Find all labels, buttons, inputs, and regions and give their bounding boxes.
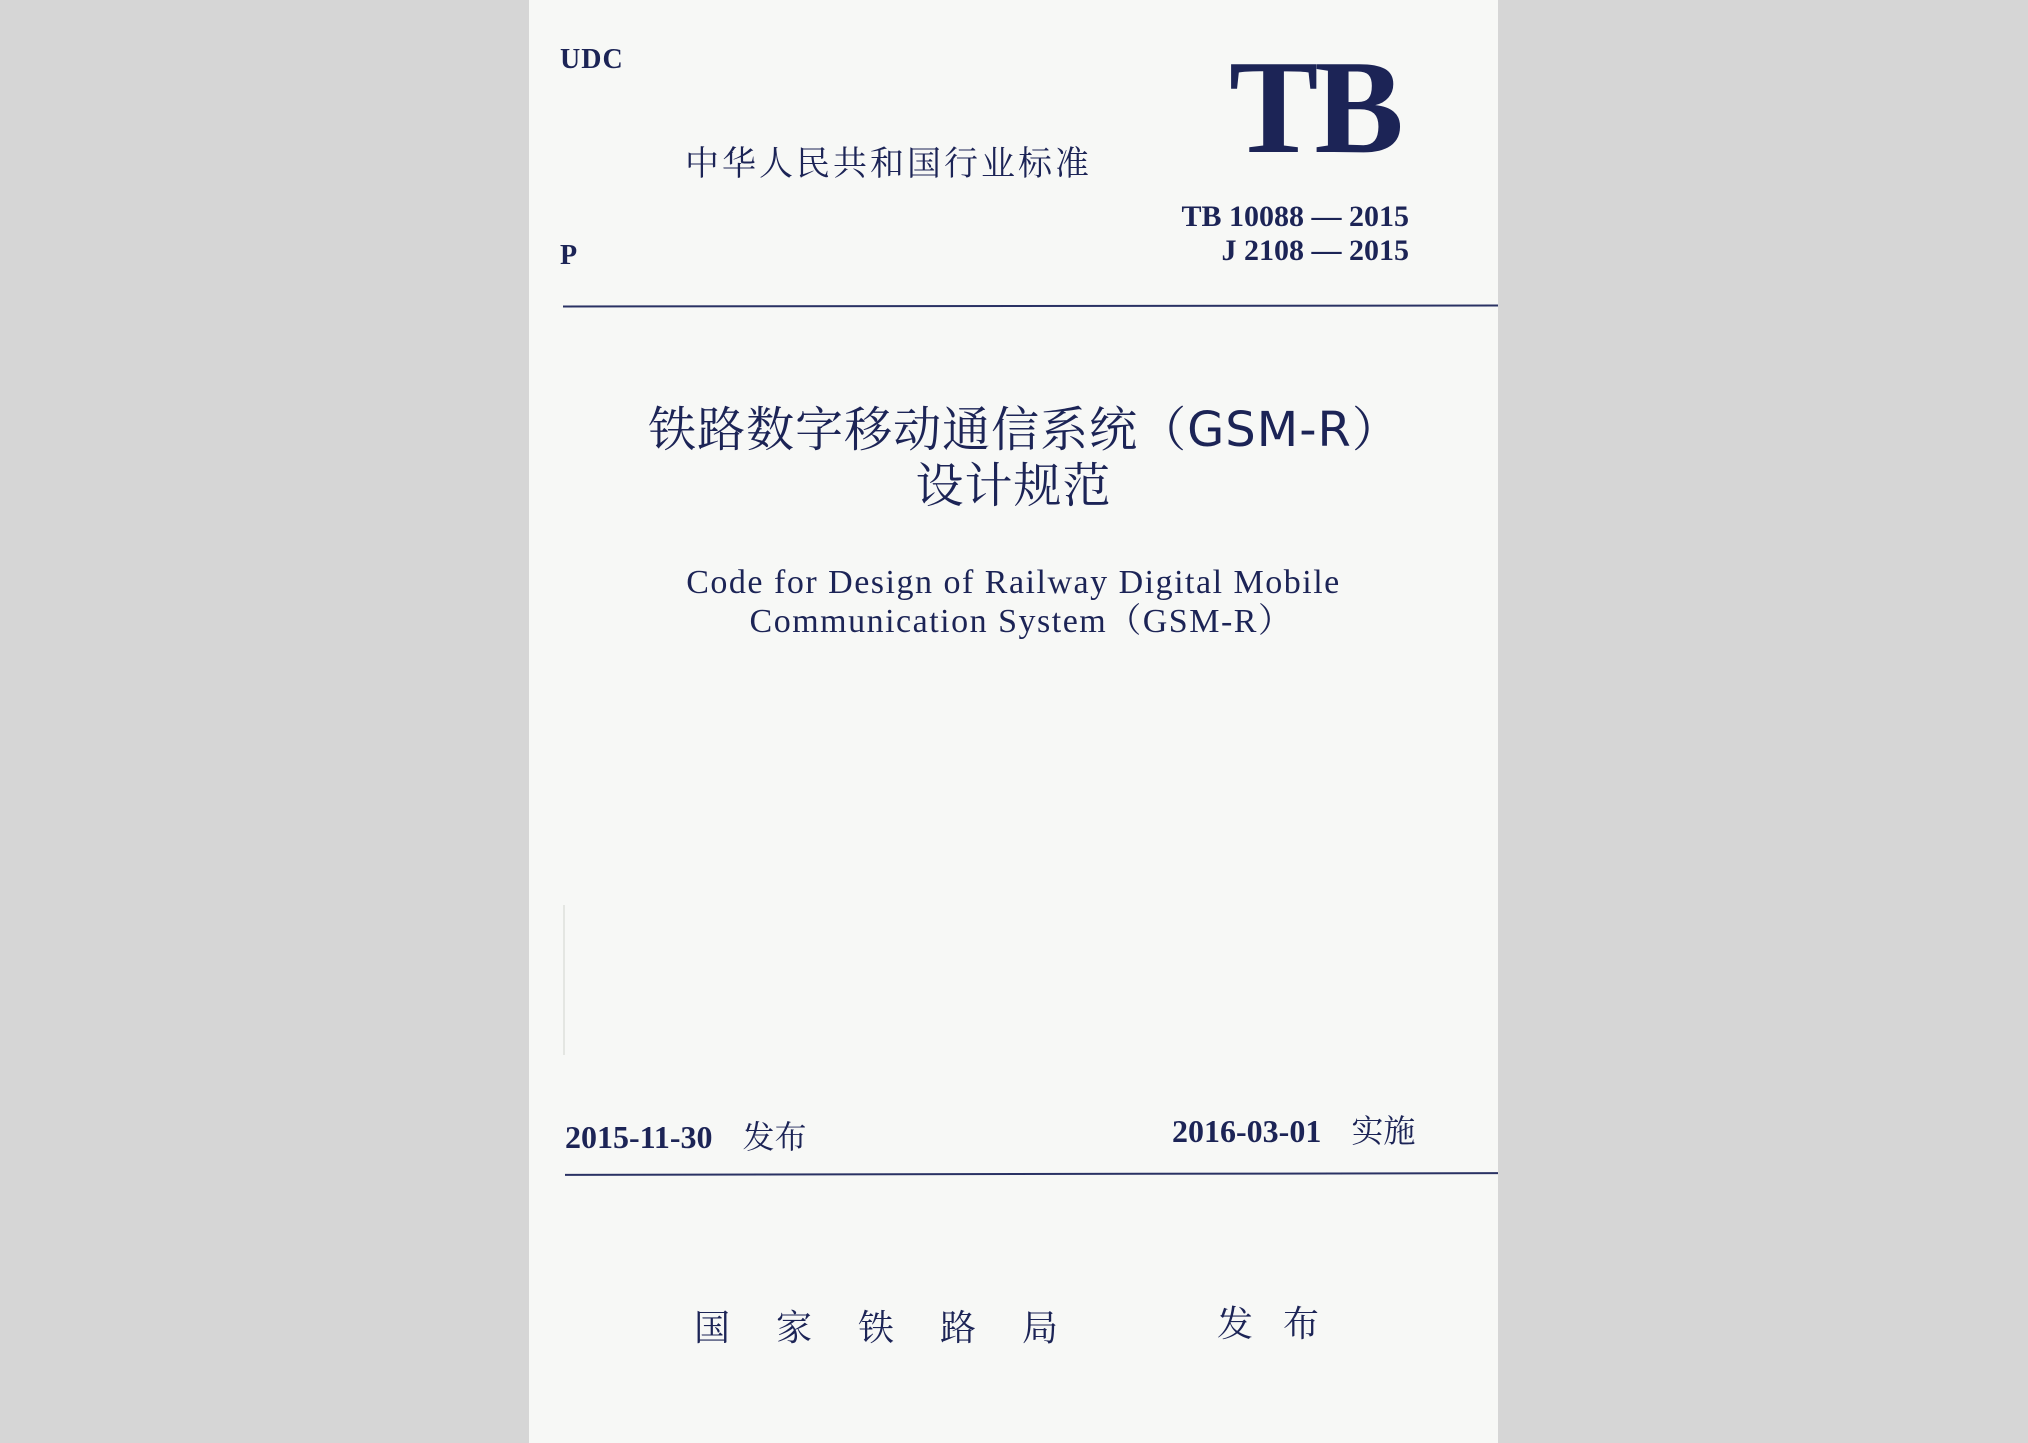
bottom-divider: [565, 1172, 1498, 1176]
implement-verb: 实施: [1351, 1112, 1416, 1150]
top-divider: [563, 305, 1498, 308]
publisher-name: 国家铁路局: [694, 1308, 1105, 1349]
tb-logo: TB: [1229, 33, 1400, 181]
implement-date: 2016-03-01: [1172, 1113, 1322, 1149]
title-english: [529, 563, 1498, 641]
publish-verb: 发布: [1217, 1304, 1350, 1345]
udc-label: UDC: [560, 44, 624, 75]
issue-date-line: [565, 1112, 807, 1158]
issue-date: 2015-11-30: [565, 1119, 713, 1155]
implement-date-line: [1172, 1106, 1415, 1152]
title-english-line-1: Code for Design of Railway Digital Mobile: [686, 564, 1341, 601]
classification-label: P: [560, 240, 578, 271]
title-chinese: [529, 402, 1498, 514]
standard-code-j: J 2108 — 2015: [1221, 234, 1409, 267]
title-english-line-2: Communication System（GSM-R）: [749, 603, 1294, 640]
title-chinese-line-2: 设计规范: [915, 458, 1112, 514]
scan-edge-mark: [563, 905, 565, 1055]
title-chinese-line-1: 铁路数字移动通信系统（GSM-R）: [648, 402, 1401, 458]
standard-codes: [1181, 200, 1409, 268]
standard-code-tb: TB 10088 — 2015: [1181, 200, 1409, 233]
document-cover: [529, 0, 1498, 1443]
standard-type: 中华人民共和国行业标准: [685, 144, 1092, 184]
issue-verb: 发布: [742, 1118, 807, 1156]
